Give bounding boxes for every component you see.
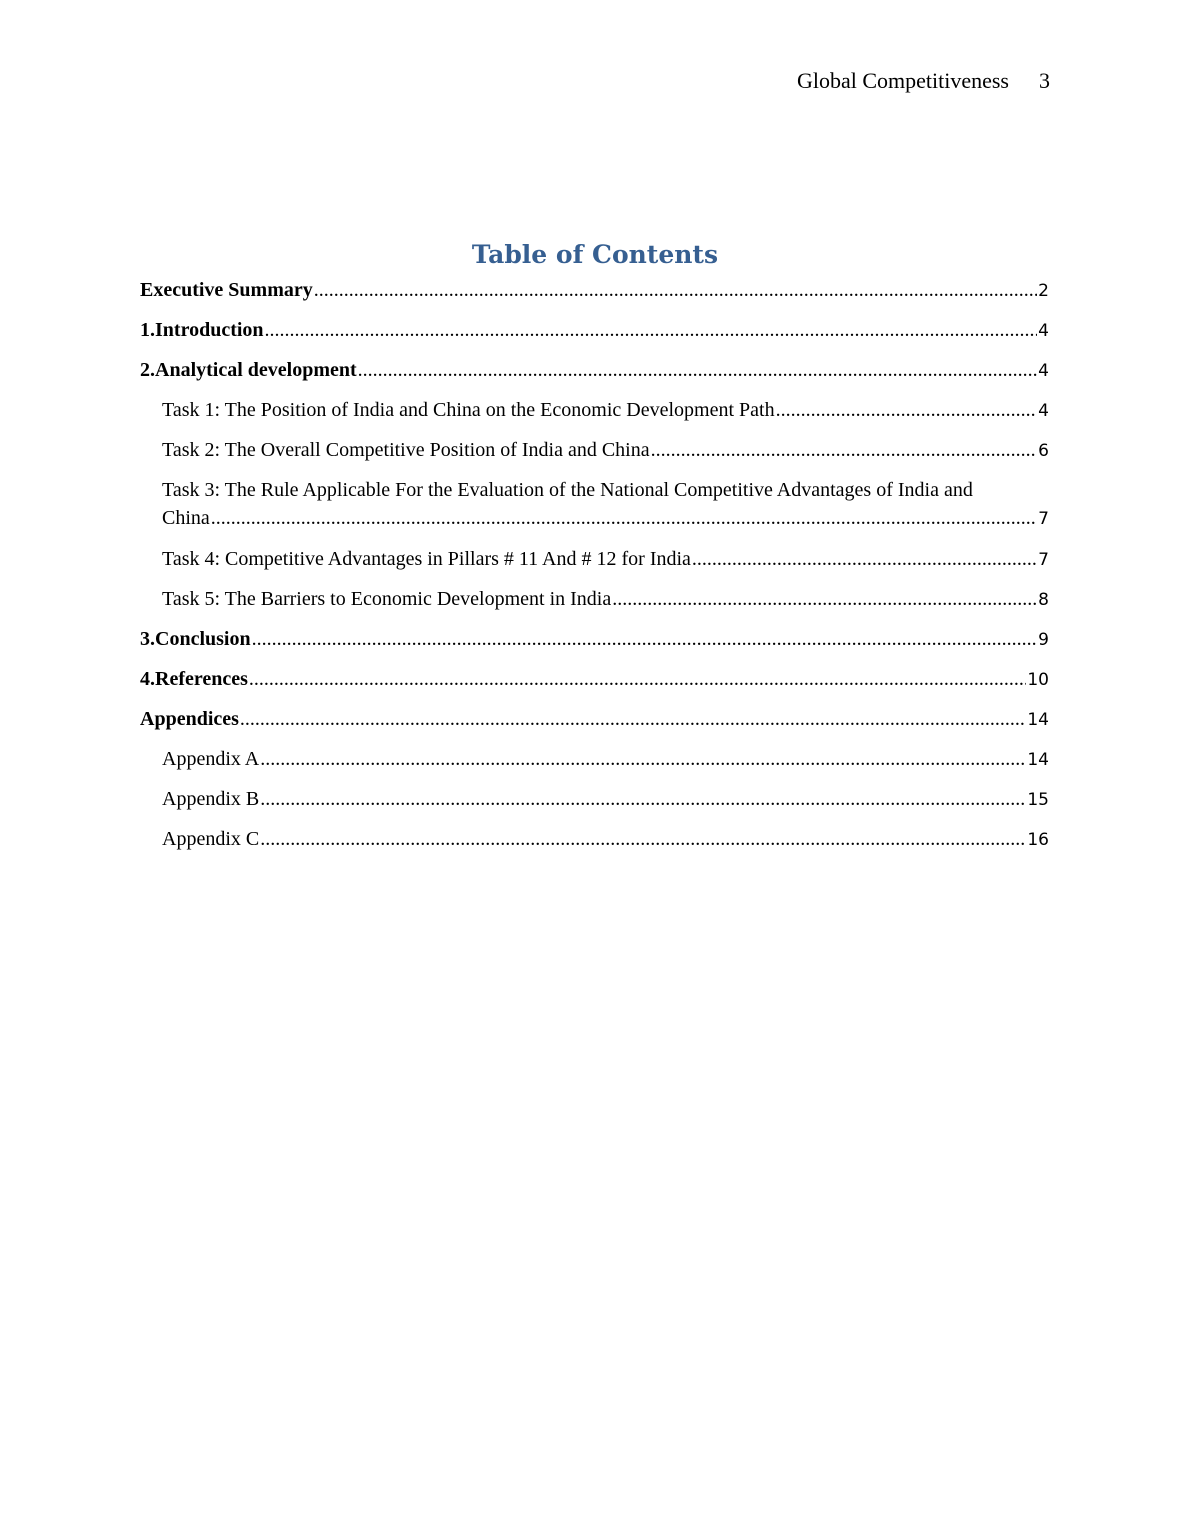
table-of-contents <box>140 276 1049 865</box>
page-number: 3 <box>1039 68 1050 93</box>
toc-entry-task-5[interactable] <box>140 585 1049 625</box>
toc-entry-page: 7 <box>1038 550 1049 570</box>
dot-leader <box>211 504 1037 532</box>
toc-entry-analytical-development[interactable] <box>140 356 1049 396</box>
toc-entry-page: 8 <box>1038 590 1049 610</box>
toc-entry-page: 7 <box>1038 509 1049 529</box>
toc-entry-task-1[interactable] <box>140 396 1049 436</box>
toc-entry-page: 4 <box>1038 361 1049 381</box>
page-header <box>797 68 1050 94</box>
toc-entry-text: 3.Conclusion <box>140 628 251 650</box>
toc-entry-text: Task 5: The Barriers to Economic Development in India <box>162 588 612 610</box>
dot-leader <box>776 396 1038 424</box>
toc-entry-introduction[interactable] <box>140 316 1049 356</box>
toc-entry-references[interactable] <box>140 665 1049 705</box>
toc-entry-text: 4.References <box>140 668 248 690</box>
dot-leader <box>692 545 1037 573</box>
toc-entry-task-2[interactable] <box>140 436 1049 476</box>
dot-leader <box>612 585 1037 613</box>
toc-entry-executive-summary[interactable] <box>140 276 1049 316</box>
toc-entry-appendix-b[interactable] <box>140 785 1049 825</box>
toc-entry-page: 4 <box>1038 401 1049 421</box>
toc-entry-page: 10 <box>1027 670 1049 690</box>
dot-leader <box>314 276 1037 304</box>
dot-leader <box>358 356 1038 384</box>
toc-entry-page: 6 <box>1038 441 1049 461</box>
toc-entry-appendices[interactable] <box>140 705 1049 745</box>
toc-entry-text: Executive Summary <box>140 279 313 301</box>
toc-entry-task-3[interactable] <box>140 476 1049 545</box>
dot-leader <box>260 785 1026 813</box>
toc-entry-task-4[interactable] <box>140 545 1049 585</box>
dot-leader <box>260 745 1026 773</box>
toc-entry-page: 4 <box>1038 321 1049 341</box>
toc-entry-text: Task 2: The Overall Competitive Position of India and China <box>162 439 650 461</box>
running-title: Global Competitiveness <box>796 68 1009 93</box>
toc-entry-conclusion[interactable] <box>140 625 1049 665</box>
toc-entry-page: 14 <box>1027 750 1049 770</box>
toc-entry-page: 15 <box>1027 790 1049 810</box>
toc-entry-page: 14 <box>1027 710 1049 730</box>
dot-leader <box>260 825 1026 853</box>
toc-entry-second-line <box>162 504 1049 533</box>
toc-entry-page: 2 <box>1038 281 1049 301</box>
toc-entry-page: 16 <box>1027 830 1049 850</box>
toc-entry-text: Appendix C <box>162 828 260 850</box>
toc-entry-text: Task 4: Competitive Advantages in Pillars # 11 And # 12 for India <box>162 548 691 570</box>
toc-entry-appendix-a[interactable] <box>140 745 1049 785</box>
dot-leader <box>249 665 1026 693</box>
dot-leader <box>265 316 1038 344</box>
toc-entry-page: 9 <box>1038 630 1049 650</box>
toc-entry-text: 1.Introduction <box>140 319 264 341</box>
toc-entry-text-line-1: Task 3: The Rule Applicable For the Evaluation of the National Competitive Advantages of India and <box>162 479 973 501</box>
dot-leader <box>240 705 1026 733</box>
toc-entry-text-line-2: China <box>162 507 210 529</box>
dot-leader <box>252 625 1038 653</box>
toc-entry-text: Appendices <box>140 708 239 730</box>
toc-entry-text: 2.Analytical development <box>140 359 357 381</box>
toc-entry-appendix-c[interactable] <box>140 825 1049 865</box>
dot-leader <box>651 436 1038 464</box>
toc-entry-text: Appendix B <box>162 788 260 810</box>
toc-title: Table of Contents <box>471 240 719 269</box>
toc-entry-text: Appendix A <box>162 748 260 770</box>
toc-entry-text: Task 1: The Position of India and China on the Economic Development Path <box>162 399 775 421</box>
